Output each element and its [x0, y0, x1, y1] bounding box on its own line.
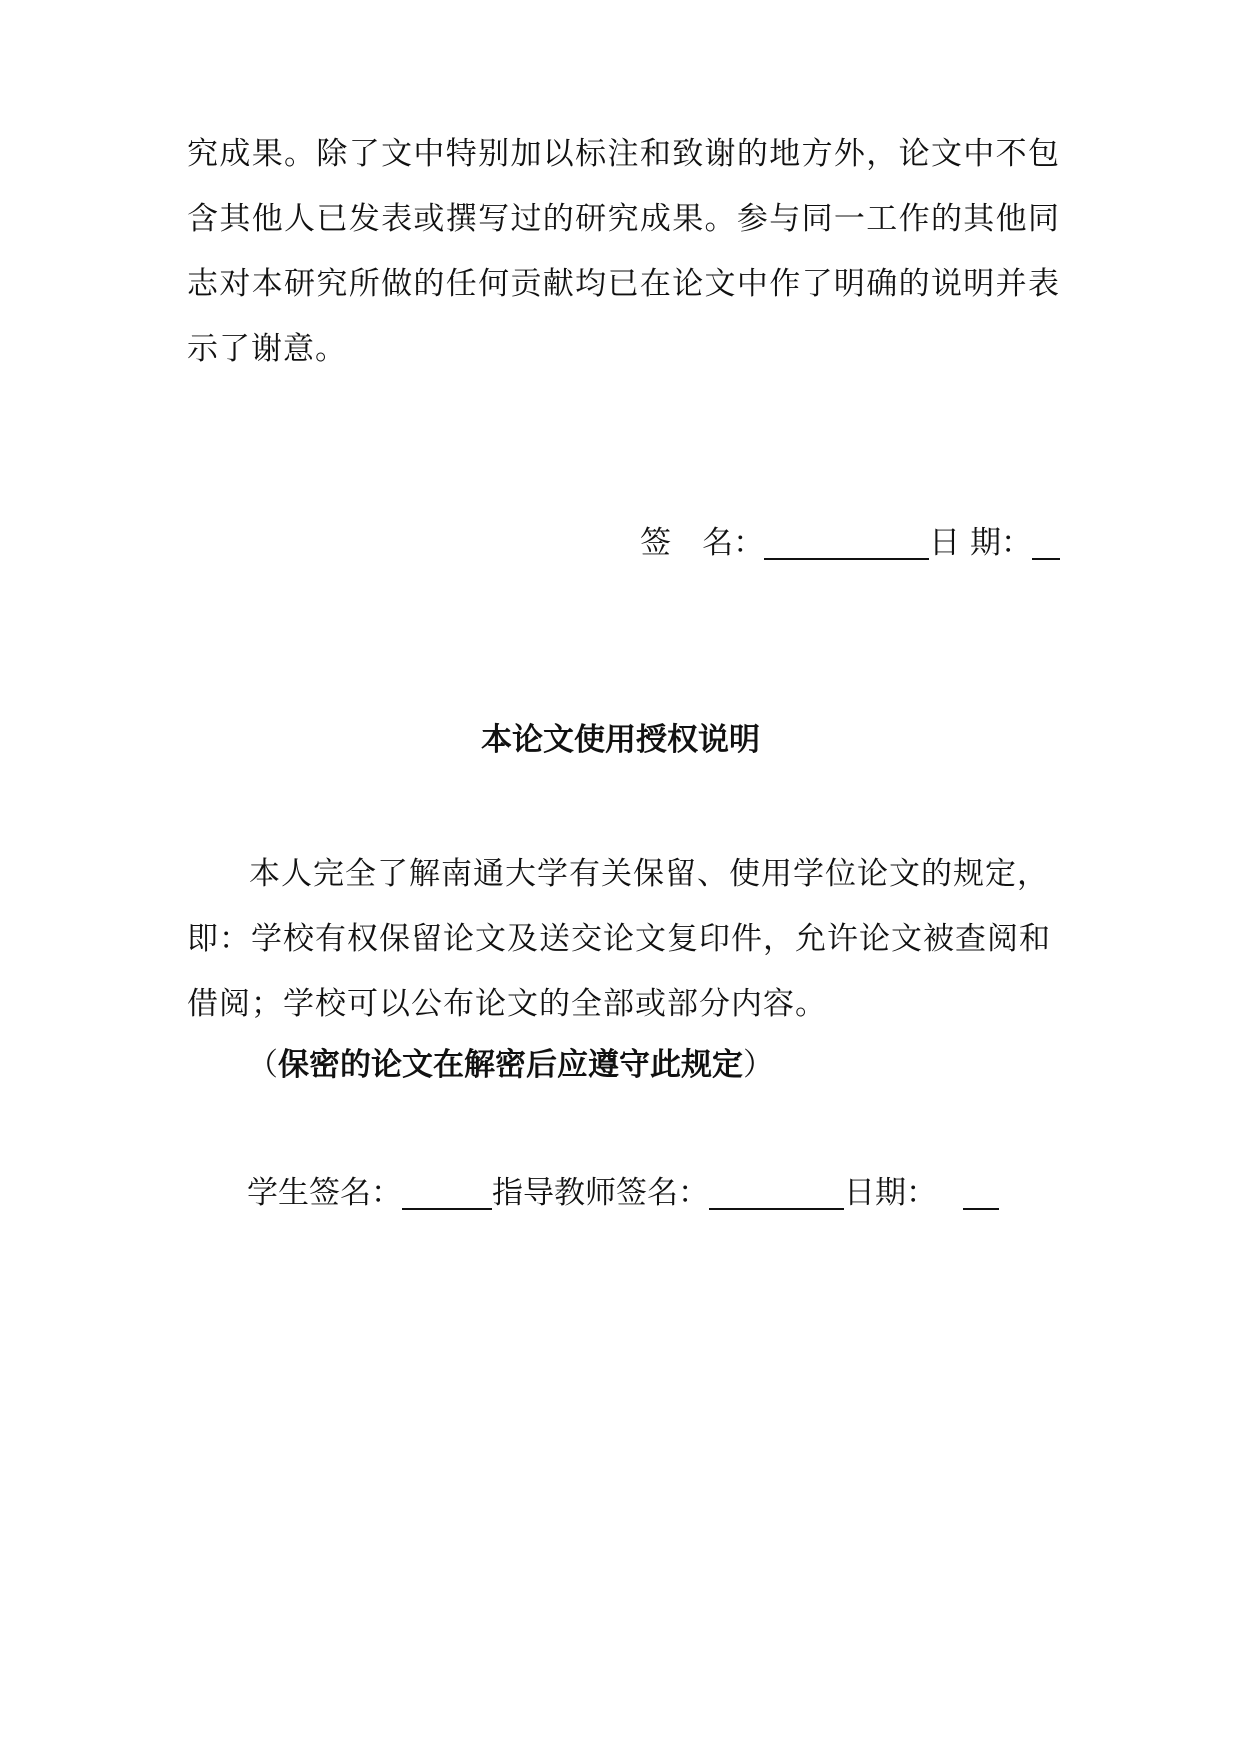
advisor-signature-label: 指导教师签名： — [492, 1175, 709, 1211]
confidential-note — [247, 1040, 774, 1090]
student-signature-blank — [402, 1174, 492, 1210]
authorization-date-label: 日期： — [844, 1175, 937, 1211]
authorization-signature-line — [247, 1168, 999, 1218]
declaration-signature-line — [640, 518, 1060, 568]
authorization-paragraph: 本人完全了解南通大学有关保留、使用学位论文的规定，即：学校有权保留论文及送交论文复印件，允许论文被查阅和借阅；学校可以公布论文的全部或部分内容。 — [187, 856, 1051, 1022]
date-blank — [1032, 524, 1060, 560]
authorization-title: 本论文使用授权说明 — [481, 722, 760, 758]
date-label: 日 期： — [929, 525, 1032, 561]
note-close-paren: ） — [743, 1047, 774, 1083]
authorization-date-blank — [963, 1174, 999, 1210]
advisor-signature-blank — [709, 1174, 844, 1210]
declaration-paragraph: 究成果。除了文中特别加以标注和致谢的地方外，论文中不包含其他人已发表或撰写过的研究成果。参与同一工作的其他同志对本研究所做的任何贡献均已在论文中作了明确的说明并表示了谢意。 — [187, 136, 1060, 367]
signature-blank — [764, 524, 929, 560]
note-open-paren: （ — [247, 1047, 278, 1083]
student-signature-label: 学生签名： — [247, 1175, 402, 1211]
note-text: 保密的论文在解密后应遵守此规定 — [278, 1047, 743, 1083]
signature-label: 签 名： — [640, 525, 765, 561]
